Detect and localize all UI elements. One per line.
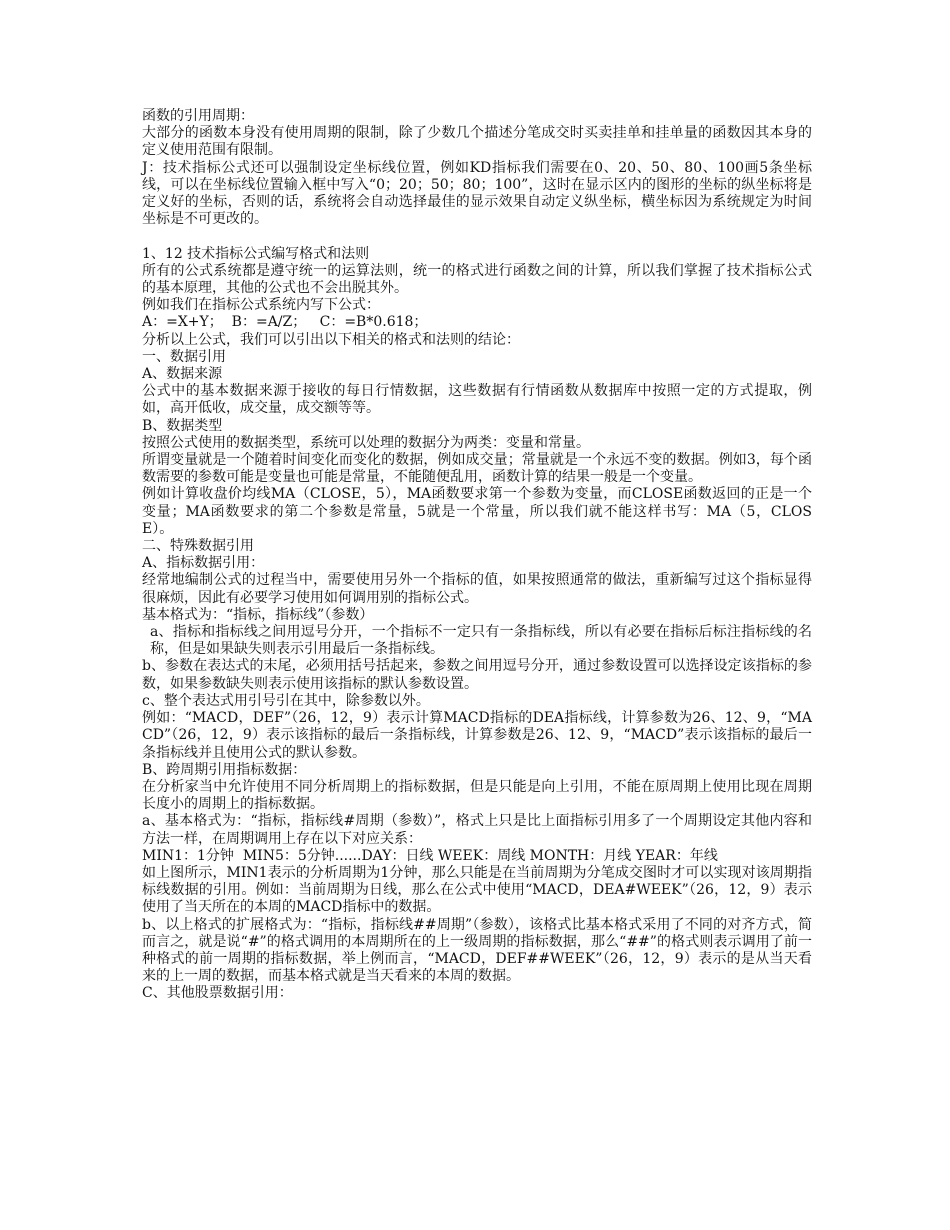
- period-mapping-line: MIN1：1分钟 MIN5：5分钟......DAY：日线 WEEK：周线 MONTH：月线 YEAR：年线: [142, 847, 718, 864]
- subheading: B、跨周期引用指标数据：: [142, 761, 307, 778]
- text-paragraph: 经常地编制公式的过程当中，需要使用另外一个指标的值，如果按照通常的做法，重新编写过这个指标显得很麻烦，因此有必要学习使用如何调用别的指标公式。: [142, 572, 812, 606]
- subheading: A、指标数据引用：: [142, 555, 265, 572]
- text-paragraph: a、指标和指标线之间用逗号分开，一个指标不一定只有一条指标线，所以有必要在指标后标注指标线的名称，但是如果缺失则表示引用最后一条指标线。: [150, 624, 812, 658]
- text-line: c、整个表达式用引号引在其中，除参数以外。: [142, 692, 430, 709]
- text-paragraph: b、以上格式的扩展格式为：“指标，指标线##周期”（参数），该格式比基本格式采用了不同的对齐方式，简而言之，就是说“#”的格式调用的本周期所在的上一级周期的指标数据，那么“##”的格式则表示调用了前一种格式的前一周期的指标数据，举上例而言，“MACD，DEF##WEEK”（26，12，9）表示的是从当天看来的上一周的数据，而基本格式就是当天看来的本周的数据。: [142, 916, 812, 985]
- text-line: 例如我们在指标公式系统内写下公式：: [142, 297, 380, 314]
- text-line: 分析以上公式，我们可以引出以下相关的格式和法则的结论：: [142, 331, 520, 348]
- document-body: [142, 108, 812, 1003]
- text-paragraph: J：技术指标公式还可以强制设定坐标线位置，例如KD指标我们需要在0、20、50、80、100画5条坐标线，可以在坐标线位置输入框中写入“0；20；50；80；100”，这时在显示区内的图形的坐标的纵坐标将是定义好的坐标，否则的话，系统将会自动选择最佳的显示效果自动定义纵坐标，横坐标因为系统规定为时间坐标是不可更改的。: [142, 159, 812, 228]
- blank-line: [142, 228, 812, 245]
- text-paragraph: 例如：“MACD，DEF”（26，12，9）表示计算MACD指标的DEA指标线，计算参数为26、12、9，“MACD”（26，12，9）表示该指标的最后一条指标线，计算参数是26、12、9，“MACD”表示该指标的最后一条指标线并且使用公式的默认参数。: [142, 710, 812, 761]
- subheading: C、其他股票数据引用：: [142, 985, 293, 1002]
- text-paragraph: 公式中的基本数据来源于接收的每日行情数据，这些数据有行情函数从数据库中按照一定的方式提取，例如，高开低收，成交量，成交额等等。: [142, 383, 812, 417]
- text-line: 基本格式为：“指标，指标线”（参数）: [142, 606, 374, 623]
- text-paragraph: 大部分的函数本身没有使用周期的限制，除了少数几个描述分笔成交时买卖挂单和挂单量的函数因其本身的定义使用范围有限制。: [142, 125, 812, 159]
- text-line: 按照公式使用的数据类型，系统可以处理的数据分为两类：变量和常量。: [142, 434, 590, 451]
- text-paragraph: b、参数在表达式的末尾，必须用括号括起来，参数之间用逗号分开，通过参数设置可以选择设定该指标的参数，如果参数缺失则表示使用该指标的默认参数设置。: [142, 658, 812, 692]
- text-paragraph: 例如计算收盘价均线MA（CLOSE，5），MA函数要求第一个参数为变量，而CLOSE函数返回的正是一个变量；MA函数要求的第二个参数是常量，5就是一个常量，所以我们就不能这样书写：MA（5，CLOSE）。: [142, 486, 812, 537]
- text-line: 函数的引用周期：: [142, 108, 254, 124]
- text-paragraph: 所谓变量就是一个随着时间变化而变化的数据，例如成交量；常量就是一个永远不变的数据。例如3，每个函数需要的参数可能是变量也可能是常量，不能随便乱用，函数计算的结果一般是一个变量。: [142, 452, 812, 486]
- text-paragraph: 所有的公式系统都是遵守统一的运算法则，统一的格式进行函数之间的计算，所以我们掌握了技术指标公式的基本原理，其他的公式也不会出脱其外。: [142, 262, 812, 297]
- subheading: A、数据来源: [142, 366, 223, 383]
- subheading: 二、特殊数据引用: [142, 538, 254, 555]
- subheading: B、数据类型: [142, 417, 223, 434]
- formula-line: A：=X+Y； B：=A/Z； C：=B*0.618；: [142, 314, 428, 331]
- text-paragraph: a、基本格式为：“指标，指标线#周期（参数）”，格式上只是比上面指标引用多了一个周期设定其他内容和方法一样，在周期调用上存在以下对应关系：: [142, 813, 812, 847]
- subheading: 一、数据引用: [142, 348, 226, 365]
- text-paragraph: 如上图所示，MIN1表示的分析周期为1分钟，那么只能是在当前周期为分笔成交图时才可以实现对该周期指标线数据的引用。例如：当前周期为日线，那么在公式中使用“MACD，DEA#WEEK”（26，12，9）表示使用了当天所在的本周的MACD指标中的数据。: [142, 864, 812, 916]
- text-paragraph: 在分析家当中允许使用不同分析周期上的指标数据，但是只能是向上引用，不能在原周期上使用比现在周期长度小的周期上的指标数据。: [142, 778, 812, 813]
- section-heading: 1、12 技术指标公式编写格式和法则: [142, 245, 370, 262]
